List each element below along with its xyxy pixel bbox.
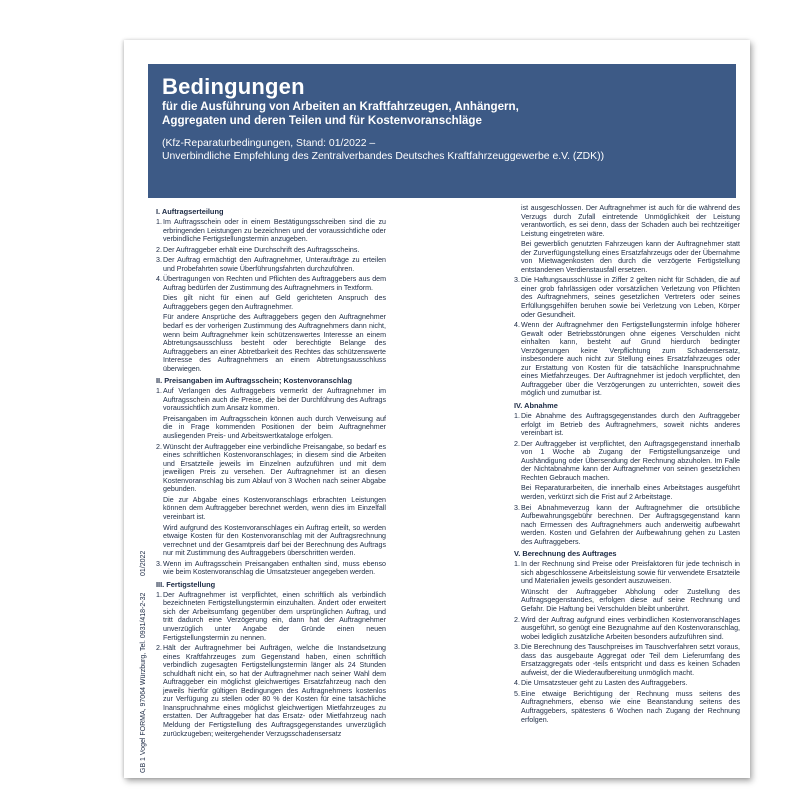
section-heading-abnahme: IV. Abnahme	[514, 401, 558, 411]
right-column	[514, 204, 740, 774]
clause-number: 2.	[156, 644, 162, 653]
clause-number: 3.	[156, 256, 162, 265]
clause-number: 2.	[514, 615, 520, 624]
clause-paragraph: Für andere Ansprüche des Auftraggebers gegen den Auftragnehmer bedarf es der vorherigen Zustimmung des Auftragnehmers dann nicht, wenn beim Auftragnehmer kein schützenswertes Interesse an einem Abtretungsausschluss besteht oder berechtigte Belange des Auftraggebers an einer Abtretbarkeit des Rechtes das schützenswerte Interesse des Auftragnehmers an einem Abtretungsausschluss überwiegen.	[163, 313, 386, 373]
clause-number: 1.	[156, 387, 162, 396]
document-note-line-2: Unverbindliche Empfehlung des Zentralverbandes Deutsches Kraftfahrzeuggewerbe e.V. (ZDK))	[162, 151, 605, 162]
section-heading-auftragserteilung: I. Auftragserteilung	[156, 207, 224, 216]
section-heading-preisangaben: II. Preisangaben im Auftragsschein; Kostenvoranschlag	[156, 376, 353, 386]
clause-1-4	[156, 275, 386, 292]
clause-paragraph: Wünscht der Auftraggeber Abholung oder Zustellung des Auftragsgegenstandes, erfolgen diese auf seine Rechnung und Gefahr. Die Haftung bei Verschulden bleibt unberührt.	[521, 587, 740, 613]
publisher-imprint-text: GB 1 Vogel FORMA, 97064 Würzburg, Tel. 0931/418-2-32	[140, 592, 147, 773]
clause-paragraph: Die zur Abgabe eines Kostenvoranschlags erbrachten Leistungen können dem Auftraggeber berechnet werden, wenn dies im Einzelfall vereinbart ist.	[163, 495, 386, 521]
clause-number: 4.	[514, 321, 520, 330]
clause-number: 1.	[514, 560, 520, 569]
clause-number: 2.	[156, 442, 162, 451]
clause-5-1	[514, 560, 740, 586]
clause-number: 3.	[514, 503, 520, 512]
clause-3-3	[514, 276, 740, 319]
clause-text: Eine etwaige Berichtigung der Rechnung muss seitens des Auftragnehmers, ebenso wie eine Beanstandung seitens des Auftraggebers, spätestens 6 Wochen nach Zugang der Rechnung erfolgen.	[521, 689, 740, 724]
clause-text: In der Rechnung sind Preise oder Preisfaktoren für jede technisch in sich abgeschlossene Arbeitsleistung sowie für verwendete Ersatzteile und Materialien jeweils gesondert auszuweisen.	[521, 560, 740, 586]
clause-text: Der Auftragnehmer ist verpflichtet, einen schriftlich als verbindlich bezeichneten Fertigstellungstermin einzuhalten. Ändert oder erweitert sich der Arbeitsumfang gegenüber dem ursprünglichen Auftrag, und tritt dadurch eine Verzögerung ein, dann hat der Auftragnehmer unverzüglich unter Angabe der Gründe einen neuen Fertigstellungstermin zu nennen.	[163, 590, 386, 642]
edition-date-text: 01/2022	[140, 550, 147, 576]
clause-text: Wünscht der Auftraggeber eine verbindliche Preisangabe, so bedarf es eines schriftlichen Kostenvoranschlages; in diesem sind die Arbeiten und Ersatzteile jeweils im Einzelnen aufzuführen und mit dem jeweiligen Preis zu versehen. Der Auftragnehmer ist an diesen Kostenvoranschlag bis zum Ablauf von 3 Wochen nach seiner Abgabe gebunden.	[163, 442, 386, 494]
clause-text: Der Auftraggeber ist verpflichtet, den Auftragsgegenstand innerhalb von 1 Woche ab Zugang der Fertigstellungsanzeige und Aushändigung oder Übersendung der Rechnung abzuholen. Im Falle der Nichtabnahme kann der Auftragnehmer von seinen gesetzlichen Rechten Gebrauch machen.	[521, 439, 740, 482]
clause-text: Im Auftragsschein oder in einem Bestätigungsschreiben sind die zu erbringenden Leistungen zu bezeichnen und der voraussichtliche oder verbindliche Fertigstellungstermin anzugeben.	[163, 218, 386, 244]
clause-text: Der Auftrag ermächtigt den Auftragnehmer, Unteraufträge zu erteilen und Probefahrten sowie Überführungsfahrten durchzuführen.	[163, 256, 386, 273]
clause-4-3	[514, 504, 740, 547]
clause-number: 3.	[514, 276, 520, 285]
clause-text: Hält der Auftragnehmer bei Aufträgen, welche die Instandsetzung eines Kraftfahrzeuges zum Gegenstand haben, einen schriftlich verbindlich zugesagten Fertigstellungstermin länger als 24 Stunden schuldhaft nicht ein, so hat der Auftragnehmer nach seiner Wahl dem Auftraggeber ein möglichst gleichwertiges Ersatzfahrzeug nach den jeweils hierfür gültigen Bedingungen des Auftragnehmers kostenlos zur Verfügung zu stellen oder 80 % der Kosten für eine tatsächliche Inanspruchnahme eines möglichst gleichwertigen Mietfahrzeuges zu erstatten. Der Auftraggeber hat das Ersatz- oder Mietfahrzeug nach Meldung der Fertigstellung des Auftragsgegenstandes unverzüglich zurückzugeben; weitergehender Verzugsschadensersatz	[163, 644, 386, 738]
clause-3-2	[156, 644, 386, 738]
edition-date	[139, 546, 149, 576]
clause-number: 4.	[156, 275, 162, 284]
document-title: Bedingungen	[162, 74, 305, 99]
clause-text: Wird der Auftrag aufgrund eines verbindlichen Kostenvoranschlages ausgeführt, so genügt eine Bezugnahme auf den Kostenvoranschlag, wobei lediglich zusätzliche Arbeiten besonders aufzuführen sind.	[521, 615, 740, 641]
clause-text: Auf Verlangen des Auftraggebers vermerkt der Auftragnehmer im Auftragsschein auch die Preise, die bei der Durchführung des Auftrags voraussichtlich zum Ansatz kommen.	[163, 387, 386, 413]
document-sheet	[124, 40, 750, 778]
clause-1-1	[156, 218, 386, 244]
clause-paragraph: Bei gewerblich genutzten Fahrzeugen kann der Auftragnehmer statt der Zurverfügungstellung eines Ersatzfahrzeugs oder der Übernahme von Mietwagenkosten den durch die verzögerte Fertigstellung entstandenen Verdienstausfall ersetzen.	[521, 240, 740, 274]
clause-text: Die Berechnung des Tauschpreises im Tauschverfahren setzt voraus, dass das ausgebaute Aggregat oder Teil dem Lieferumfang des Ersatzaggregats oder -teils entspricht und dass es keinen Schaden aufweist, der die Wiederaufbereitung unmöglich macht.	[521, 643, 740, 677]
clause-2-2	[156, 443, 386, 494]
clause-5-5	[514, 690, 740, 724]
clause-text: Übertragungen von Rechten und Pflichten des Auftraggebers aus dem Auftrag bedürfen der Zustimmung des Auftragnehmers in Textform.	[163, 275, 386, 292]
clause-4-1	[514, 412, 740, 438]
clause-4-2	[514, 440, 740, 483]
clause-number: 4.	[514, 679, 520, 688]
clause-text: Wenn der Auftragnehmer den Fertigstellungstermin infolge höherer Gewalt oder Betriebsstörungen ohne eigenes Verschulden nicht einhalten kann, besteht auf Grund hierdurch bedingter Verzögerungen keine Verpflichtung zum Schadensersatz, insbesondere auch nicht zur Stellung eines Ersatzfahrzeuges oder zur Erstattung von Kosten für die tatsächliche Inanspruchnahme eines Mietfahrzeuges. Der Auftragnehmer ist jedoch verpflichtet, den Auftraggeber über die Verzögerungen zu unterrichten, soweit dies möglich und zumutbar ist.	[521, 321, 740, 398]
clause-number: 2.	[514, 439, 520, 448]
clause-number: 2.	[156, 245, 162, 254]
clause-number: 1.	[156, 218, 162, 226]
clause-paragraph: Preisangaben im Auftragsschein können auch durch Verweisung auf die in Frage kommenden Positionen der beim Auftragnehmer ausliegenden Preis- und Arbeitswertkataloge erfolgen.	[163, 414, 386, 441]
clause-3-4	[514, 321, 740, 398]
clause-text: Bei Abnahmeverzug kann der Auftragnehmer die ortsübliche Aufbewahrungsgebühr berechnen. Der Auftragsgegenstand kann nach Ermessen des Auftragnehmers auch anderweitig aufbewahrt werden. Kosten und Gefahren der Aufbewahrung gehen zu Lasten des Auftraggebers.	[521, 503, 740, 546]
clause-number: 1.	[156, 590, 162, 599]
left-column	[156, 204, 386, 774]
clause-text: Die Abnahme des Auftragsgegenstandes durch den Auftraggeber erfolgt im Betrieb des Auftragnehmers, soweit nichts anderes vereinbart ist.	[521, 412, 740, 438]
clause-5-3	[514, 643, 740, 677]
clause-text: Der Auftraggeber erhält eine Durchschrift des Auftragsscheins.	[163, 245, 360, 254]
clause-continuation: ist ausgeschlossen. Der Auftragnehmer ist auch für die während des Verzugs durch Zufall eintretende Unmöglichkeit der Leistung verantwortlich, es sei denn, dass der Schaden auch bei rechtzeitiger Leistung eingetreten wäre.	[521, 204, 740, 238]
clause-paragraph: Dies gilt nicht für einen auf Geld gerichteten Anspruch des Auftraggebers gegen den Auftragnehmer.	[163, 294, 386, 311]
document-subtitle-line-2: Aggregaten und deren Teilen und für Kostenvoranschläge	[162, 114, 482, 127]
title-banner	[148, 64, 736, 198]
clause-number: 3.	[514, 643, 520, 652]
clause-1-3	[156, 256, 386, 273]
clause-number: 3.	[156, 559, 162, 568]
clause-5-4	[514, 679, 740, 688]
clause-2-3	[156, 560, 386, 577]
clause-paragraph: Wird aufgrund des Kostenvoranschlages ein Auftrag erteilt, so werden etwaige Kosten für den Kostenvoranschlag mit der Auftragsrechnung verrechnet und der Gesamtpreis darf bei der Berechnung des Auftrags nur mit Zustimmung des Auftraggebers überschritten werden.	[163, 523, 386, 558]
document-note-line-1: (Kfz-Reparaturbedingungen, Stand: 01/2022 –	[162, 138, 376, 149]
clause-5-2	[514, 616, 740, 642]
section-heading-fertigstellung: III. Fertigstellung	[156, 579, 216, 589]
clause-2-1	[156, 387, 386, 413]
clause-1-2	[156, 246, 386, 255]
clause-text: Die Haftungsausschlüsse in Ziffer 2 gelten nicht für Schäden, die auf einer grob fahrlässigen oder vorsätzlichen Verletzung von Pflichten des Auftragnehmers, seines gesetzlichen Vertreters oder seines Erfüllungsgehilfen beruhen sowie bei Verletzung von Leben, Körper oder Gesundheit.	[521, 276, 740, 319]
clause-text: Die Umsatzsteuer geht zu Lasten des Auftraggebers.	[521, 679, 688, 688]
clause-number: 1.	[514, 412, 520, 421]
clause-text: Wenn im Auftragsschein Preisangaben enthalten sind, muss ebenso wie beim Kostenvoranschlag die Umsatzsteuer angegeben werden.	[163, 559, 386, 577]
section-heading-berechnung: V. Berechnung des Auftrages	[514, 549, 617, 559]
document-subtitle-line-1: für die Ausführung von Arbeiten an Kraftfahrzeugen, Anhängern,	[162, 100, 519, 113]
clause-3-1	[156, 591, 386, 642]
clause-number: 5.	[514, 689, 520, 698]
clause-paragraph: Bei Reparaturarbeiten, die innerhalb eines Arbeitstages ausgeführt werden, verkürzt sich die Frist auf 2 Arbeitstage.	[521, 484, 740, 501]
